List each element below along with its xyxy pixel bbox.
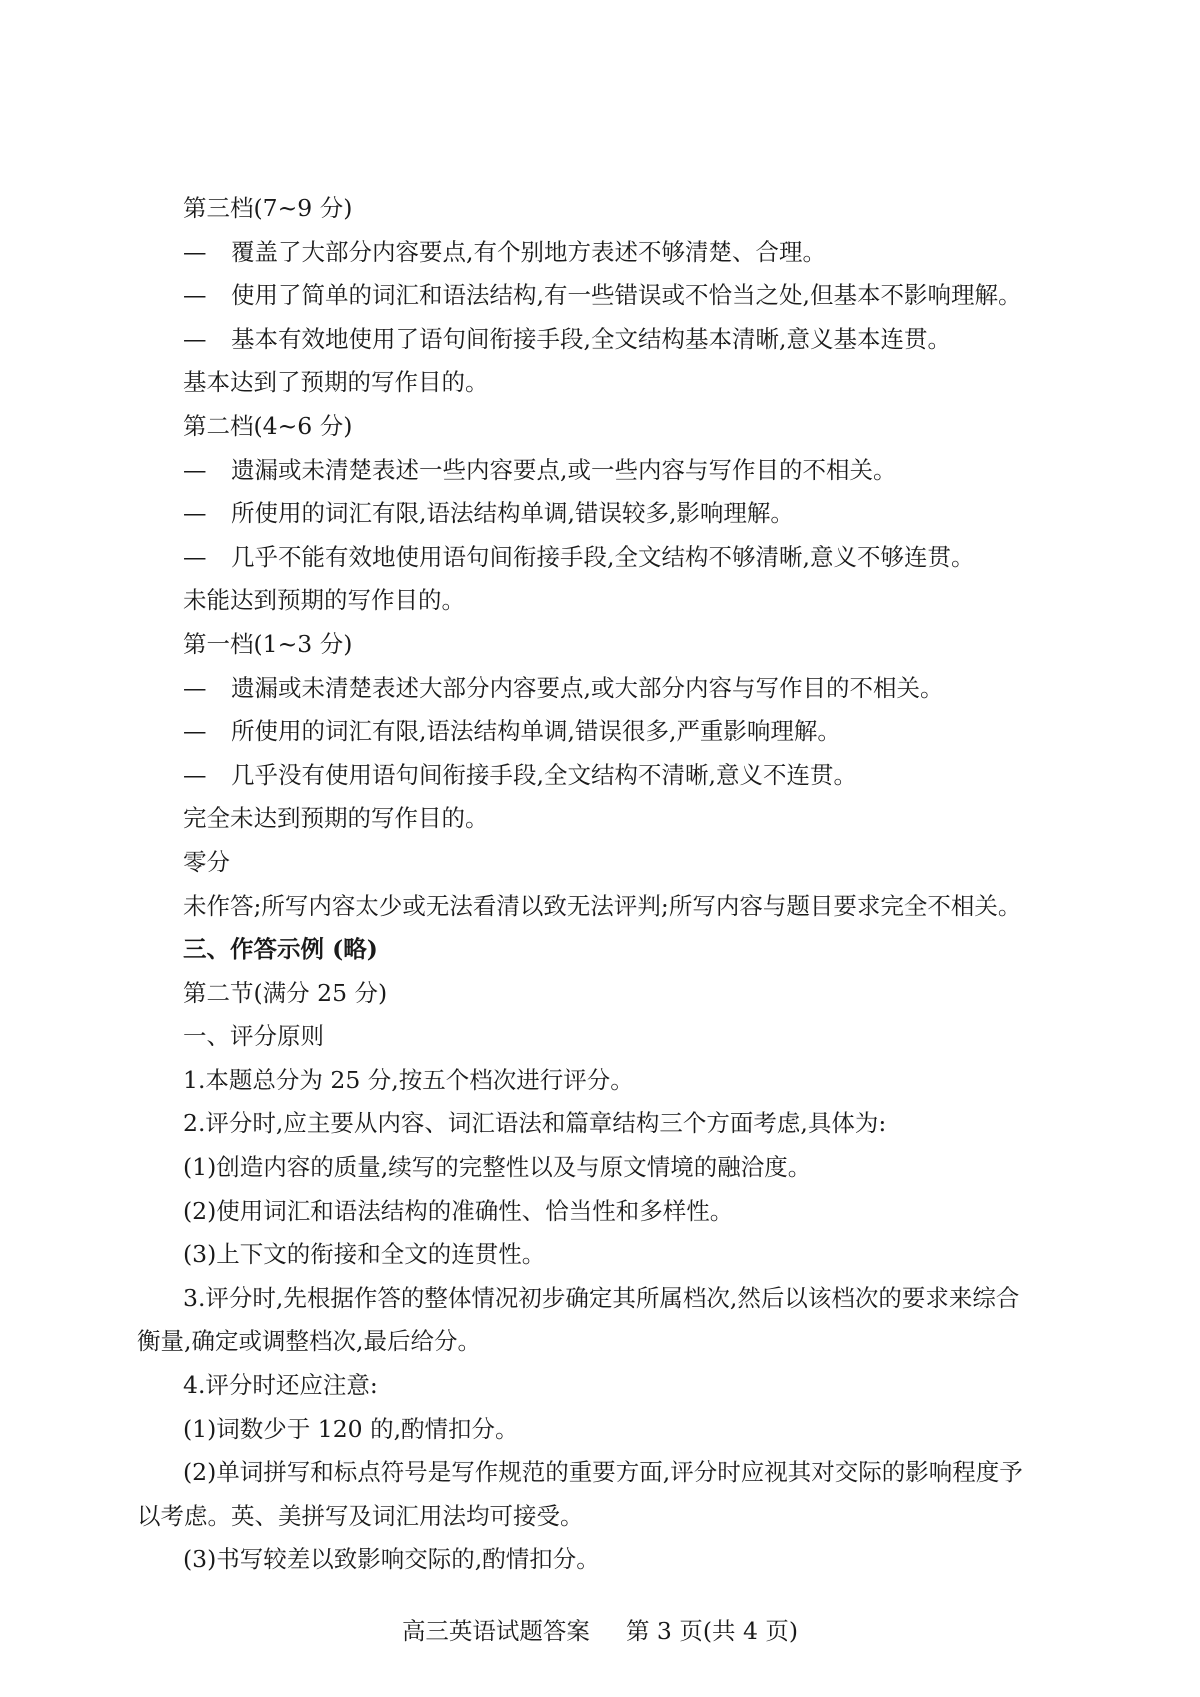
part-two-heading: 第二节(满分 25 分) [183,978,388,1007]
dash-mark: — [183,237,207,266]
list-item: — 几乎没有使用语句间衔接手段,全文结构不清晰,意义不连贯。 [183,760,857,789]
grade-three-summary: 基本达到了预期的写作目的。 [183,368,489,397]
list-item: — 遗漏或未清楚表述大部分内容要点,或大部分内容与写作目的不相关。 [183,673,944,702]
grade-two-heading: 第二档(4~6 分) [183,411,353,440]
page-content [137,187,1083,1582]
principles-heading: 一、评分原则 [183,1022,324,1051]
list-item: — 遗漏或未清楚表述一些内容要点,或一些内容与写作目的不相关。 [183,455,897,484]
page-footer [0,1612,1200,1646]
principle-4-2-line-2: 以考虑。英、美拼写及词汇用法均可接受。 [137,1501,584,1530]
footer-title: 高三英语试题答案 [401,1617,590,1645]
principle-3-line-2: 衡量,确定或调整档次,最后给分。 [137,1327,481,1356]
list-item: — 几乎不能有效地使用语句间衔接手段,全文结构不够清晰,意义不够连贯。 [183,542,975,571]
grade-two-summary: 未能达到预期的写作目的。 [183,586,465,615]
principle-1: 1.本题总分为 25 分,按五个档次进行评分。 [183,1065,634,1094]
list-item: — 基本有效地使用了语句间衔接手段,全文结构基本清晰,意义基本连贯。 [183,324,951,353]
list-item: — 所使用的词汇有限,语法结构单调,错误较多,影响理解。 [183,499,794,528]
list-item: — 所使用的词汇有限,语法结构单调,错误很多,严重影响理解。 [183,717,841,746]
principle-2-3: (3)上下文的衔接和全文的连贯性。 [183,1240,546,1269]
principle-4-1: (1)词数少于 120 的,酌情扣分。 [183,1414,519,1443]
principle-2: 2.评分时,应主要从内容、词汇语法和篇章结构三个方面考虑,具体为: [183,1109,887,1138]
principle-4: 4.评分时还应注意: [183,1371,378,1400]
footer-page-number: 第 3 页(共 4 页) [625,1617,799,1645]
principle-2-1: (1)创造内容的质量,续写的完整性以及与原文情境的融洽度。 [183,1153,812,1182]
zero-heading: 零分 [183,847,230,876]
list-item: — 覆盖了大部分内容要点,有个别地方表述不够清楚、合理。 [183,231,1083,275]
list-item: — 使用了简单的词汇和语法结构,有一些错误或不恰当之处,但基本不影响理解。 [183,281,1022,310]
grade-one-summary: 完全未达到预期的写作目的。 [183,804,489,833]
section-three-heading: 三、作答示例 (略) [183,935,378,964]
zero-text: 未作答;所写内容太少或无法看清以致无法评判;所写内容与题目要求完全不相关。 [183,891,1022,920]
grade-three-heading: 第三档(7~9 分) [183,194,353,222]
grade-one-heading: 第一档(1~3 分) [183,629,353,658]
principle-4-3: (3)书写较差以致影响交际的,酌情扣分。 [183,1545,600,1574]
principle-3-line-1: 3.评分时,先根据作答的整体情况初步确定其所属档次,然后以该档次的要求来综合 [183,1283,1020,1312]
principle-4-2-line-1: (2)单词拼写和标点符号是写作规范的重要方面,评分时应视其对交际的影响程度予 [183,1458,1023,1487]
principle-2-2: (2)使用词汇和语法结构的准确性、恰当性和多样性。 [183,1196,734,1225]
